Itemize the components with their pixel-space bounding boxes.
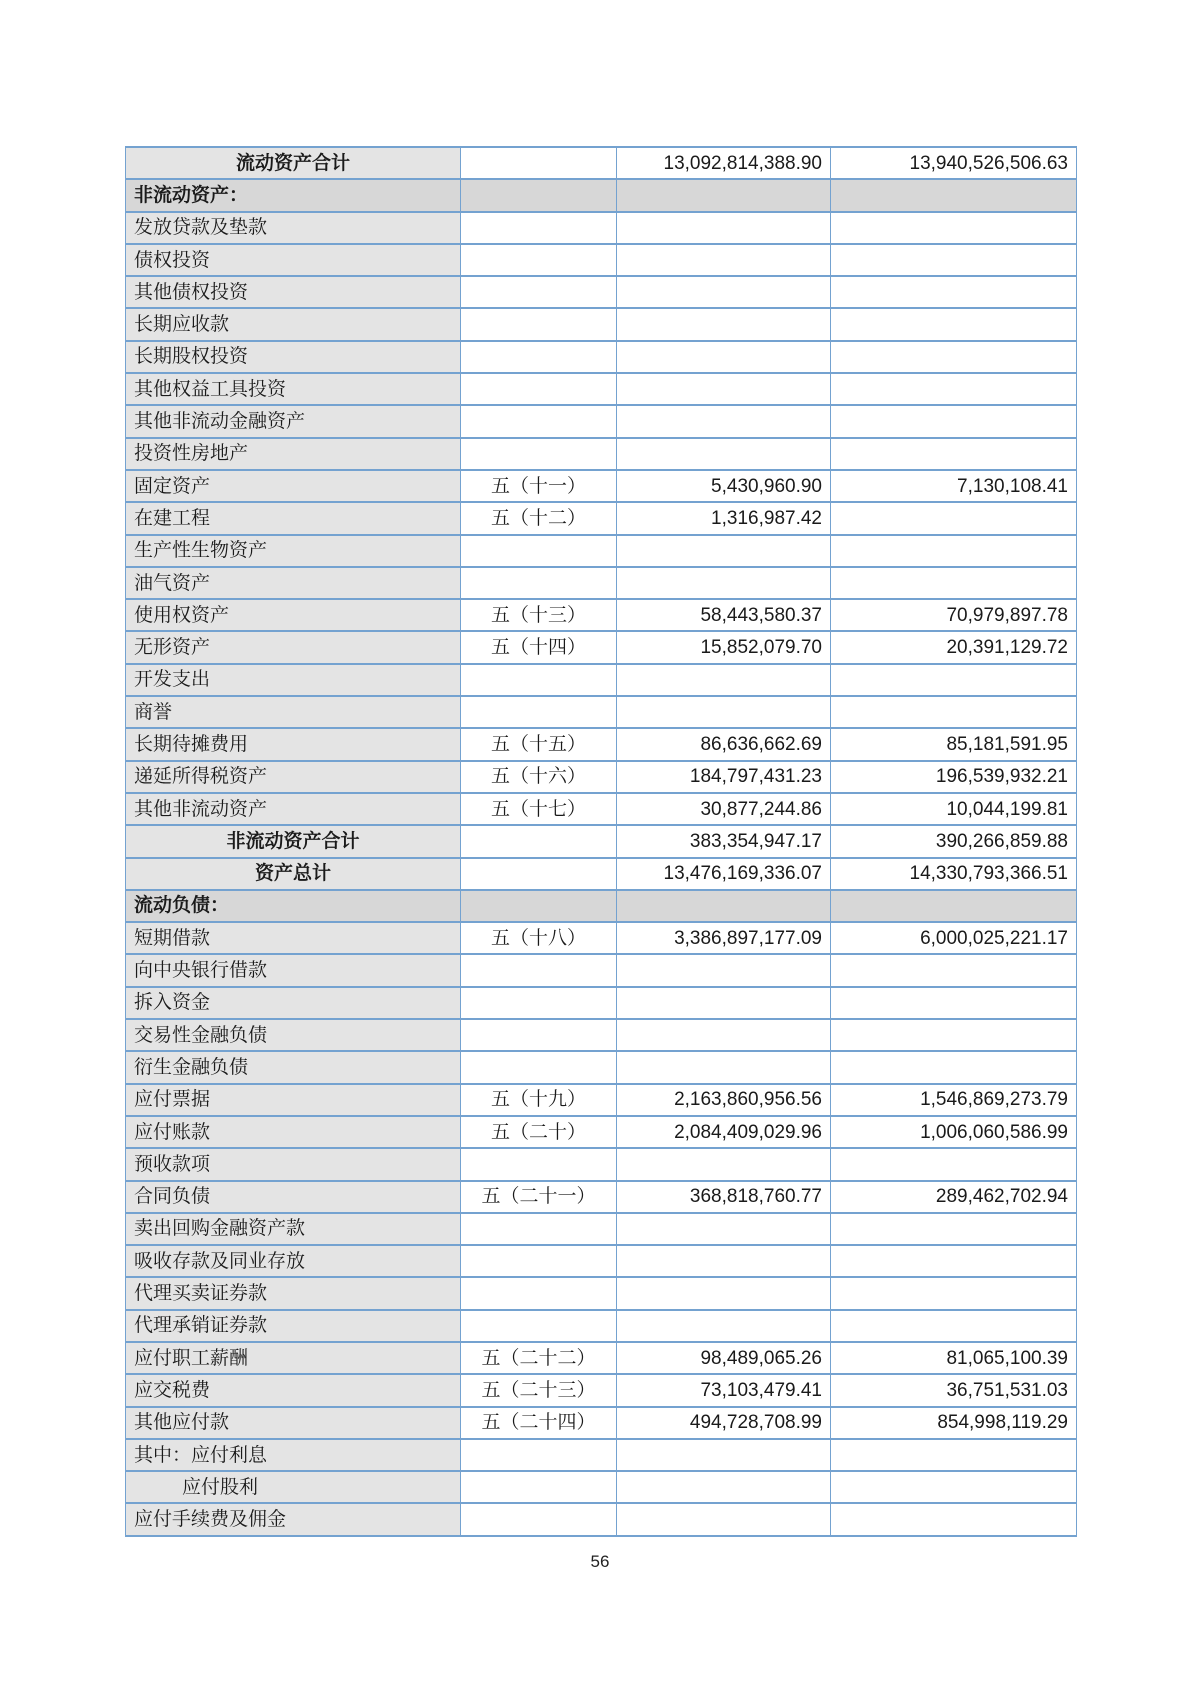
closing-balance-cell: 13,476,169,336.07 [617, 858, 831, 890]
table-row [126, 1310, 1077, 1342]
opening-balance-cell: 390,266,859.88 [831, 825, 1077, 857]
table-row [126, 502, 1077, 534]
opening-balance-cell: 6,000,025,221.17 [831, 922, 1077, 954]
closing-balance-cell [617, 212, 831, 244]
note-ref-cell [461, 987, 617, 1019]
opening-balance-cell [831, 1471, 1077, 1503]
note-ref-cell: 五（二十二） [461, 1342, 617, 1374]
note-ref-cell: 五（二十一） [461, 1181, 617, 1213]
closing-balance-cell [617, 567, 831, 599]
closing-balance-cell: 1,316,987.42 [617, 502, 831, 534]
item-label-cell: 代理买卖证券款 [126, 1277, 461, 1309]
item-label-cell: 应付票据 [126, 1084, 461, 1116]
item-label-cell: 非流动资产合计 [126, 825, 461, 857]
note-ref-cell [461, 954, 617, 986]
closing-balance-cell: 73,103,479.41 [617, 1374, 831, 1406]
opening-balance-cell: 7,130,108.41 [831, 470, 1077, 502]
closing-balance-cell: 2,163,860,956.56 [617, 1084, 831, 1116]
item-label-cell: 债权投资 [126, 244, 461, 276]
opening-balance-cell [831, 438, 1077, 470]
note-ref-cell: 五（十五） [461, 728, 617, 760]
closing-balance-cell: 2,084,409,029.96 [617, 1116, 831, 1148]
table-row [126, 147, 1077, 179]
item-label-cell: 应付手续费及佣金 [126, 1503, 461, 1535]
note-ref-cell [461, 664, 617, 696]
closing-balance-cell [617, 1310, 831, 1342]
item-label-cell: 卖出回购金融资产款 [126, 1213, 461, 1245]
closing-balance-cell: 184,797,431.23 [617, 761, 831, 793]
closing-balance-cell: 86,636,662.69 [617, 728, 831, 760]
item-label-cell: 其他非流动资产 [126, 793, 461, 825]
note-ref-cell [461, 1213, 617, 1245]
opening-balance-cell [831, 696, 1077, 728]
closing-balance-cell [617, 179, 831, 211]
item-label-cell: 长期应收款 [126, 308, 461, 340]
opening-balance-cell [831, 1213, 1077, 1245]
item-label-cell: 资产总计 [126, 858, 461, 890]
item-label-cell: 应付职工薪酬 [126, 1342, 461, 1374]
item-label-cell: 使用权资产 [126, 599, 461, 631]
balance-sheet-rows [126, 147, 1077, 1536]
table-row [126, 470, 1077, 502]
opening-balance-cell [831, 276, 1077, 308]
note-ref-cell [461, 1471, 617, 1503]
item-label-cell: 预收款项 [126, 1148, 461, 1180]
closing-balance-cell [617, 244, 831, 276]
closing-balance-cell [617, 954, 831, 986]
item-label-cell: 向中央银行借款 [126, 954, 461, 986]
opening-balance-cell: 13,940,526,506.63 [831, 147, 1077, 179]
opening-balance-cell [831, 179, 1077, 211]
note-ref-cell: 五（十六） [461, 761, 617, 793]
note-ref-cell [461, 212, 617, 244]
item-label-cell: 在建工程 [126, 502, 461, 534]
table-row [126, 1019, 1077, 1051]
table-row [126, 373, 1077, 405]
note-ref-cell: 五（十九） [461, 1084, 617, 1116]
closing-balance-cell [617, 890, 831, 922]
item-label-cell: 固定资产 [126, 470, 461, 502]
item-label-cell: 代理承销证券款 [126, 1310, 461, 1342]
opening-balance-cell [831, 567, 1077, 599]
opening-balance-cell: 14,330,793,366.51 [831, 858, 1077, 890]
opening-balance-cell [831, 1051, 1077, 1083]
note-ref-cell [461, 535, 617, 567]
closing-balance-cell [617, 1051, 831, 1083]
page-number: 56 [590, 1552, 610, 1571]
note-ref-cell [461, 276, 617, 308]
table-row [126, 1277, 1077, 1309]
table-row [126, 1503, 1077, 1535]
note-ref-cell [461, 1439, 617, 1471]
item-label-cell: 其他权益工具投资 [126, 373, 461, 405]
closing-balance-cell [617, 438, 831, 470]
opening-balance-cell: 1,006,060,586.99 [831, 1116, 1077, 1148]
opening-balance-cell: 70,979,897.78 [831, 599, 1077, 631]
closing-balance-cell: 5,430,960.90 [617, 470, 831, 502]
item-label-cell: 商誉 [126, 696, 461, 728]
opening-balance-cell [831, 1245, 1077, 1277]
note-ref-cell [461, 1051, 617, 1083]
closing-balance-cell: 383,354,947.17 [617, 825, 831, 857]
closing-balance-cell: 368,818,760.77 [617, 1181, 831, 1213]
closing-balance-cell [617, 1213, 831, 1245]
item-label-cell: 应交税费 [126, 1374, 461, 1406]
item-label-cell: 流动负债： [126, 890, 461, 922]
opening-balance-cell: 196,539,932.21 [831, 761, 1077, 793]
closing-balance-cell [617, 373, 831, 405]
table-row [126, 1051, 1077, 1083]
closing-balance-cell [617, 1277, 831, 1309]
item-label-cell: 递延所得税资产 [126, 761, 461, 793]
closing-balance-cell: 30,877,244.86 [617, 793, 831, 825]
table-row [126, 954, 1077, 986]
closing-balance-cell [617, 1019, 831, 1051]
table-row [126, 728, 1077, 760]
note-ref-cell: 五（十八） [461, 922, 617, 954]
item-label-cell: 流动资产合计 [126, 147, 461, 179]
item-label-cell: 投资性房地产 [126, 438, 461, 470]
closing-balance-cell: 494,728,708.99 [617, 1407, 831, 1439]
note-ref-cell [461, 1245, 617, 1277]
table-row [126, 825, 1077, 857]
note-ref-cell [461, 1310, 617, 1342]
item-label-cell: 吸收存款及同业存放 [126, 1245, 461, 1277]
opening-balance-cell [831, 1503, 1077, 1535]
note-ref-cell: 五（二十三） [461, 1374, 617, 1406]
table-row [126, 1213, 1077, 1245]
table-row [126, 1148, 1077, 1180]
note-ref-cell: 五（十二） [461, 502, 617, 534]
opening-balance-cell [831, 308, 1077, 340]
opening-balance-cell [831, 535, 1077, 567]
table-row [126, 405, 1077, 437]
closing-balance-cell [617, 1148, 831, 1180]
closing-balance-cell: 15,852,079.70 [617, 631, 831, 663]
table-row [126, 696, 1077, 728]
item-label-cell: 其他非流动金融资产 [126, 405, 461, 437]
item-label-cell: 应付股利 [126, 1471, 461, 1503]
item-label-cell: 开发支出 [126, 664, 461, 696]
item-label-cell: 合同负债 [126, 1181, 461, 1213]
closing-balance-cell [617, 1245, 831, 1277]
note-ref-cell [461, 696, 617, 728]
closing-balance-cell: 13,092,814,388.90 [617, 147, 831, 179]
opening-balance-cell [831, 212, 1077, 244]
opening-balance-cell: 36,751,531.03 [831, 1374, 1077, 1406]
table-row [126, 890, 1077, 922]
opening-balance-cell: 20,391,129.72 [831, 631, 1077, 663]
item-label-cell: 油气资产 [126, 567, 461, 599]
item-label-cell: 长期股权投资 [126, 341, 461, 373]
note-ref-cell [461, 858, 617, 890]
item-label-cell: 拆入资金 [126, 987, 461, 1019]
table-row [126, 987, 1077, 1019]
opening-balance-cell: 85,181,591.95 [831, 728, 1077, 760]
note-ref-cell [461, 1148, 617, 1180]
note-ref-cell [461, 405, 617, 437]
table-row [126, 761, 1077, 793]
note-ref-cell: 五（十七） [461, 793, 617, 825]
table-row [126, 1374, 1077, 1406]
item-label-cell: 生产性生物资产 [126, 535, 461, 567]
note-ref-cell: 五（二十四） [461, 1407, 617, 1439]
closing-balance-cell [617, 664, 831, 696]
note-ref-cell: 五（十四） [461, 631, 617, 663]
item-label-cell: 应付账款 [126, 1116, 461, 1148]
closing-balance-cell [617, 535, 831, 567]
item-label-cell: 交易性金融负债 [126, 1019, 461, 1051]
closing-balance-cell [617, 987, 831, 1019]
opening-balance-cell: 854,998,119.29 [831, 1407, 1077, 1439]
table-row [126, 1407, 1077, 1439]
note-ref-cell [461, 308, 617, 340]
opening-balance-cell [831, 987, 1077, 1019]
closing-balance-cell: 3,386,897,177.09 [617, 922, 831, 954]
table-row [126, 179, 1077, 211]
opening-balance-cell: 10,044,199.81 [831, 793, 1077, 825]
note-ref-cell [461, 890, 617, 922]
closing-balance-cell [617, 308, 831, 340]
closing-balance-cell [617, 341, 831, 373]
note-ref-cell: 五（十一） [461, 470, 617, 502]
opening-balance-cell [831, 1019, 1077, 1051]
note-ref-cell [461, 438, 617, 470]
note-ref-cell [461, 341, 617, 373]
table-row [126, 858, 1077, 890]
table-row [126, 1471, 1077, 1503]
opening-balance-cell: 81,065,100.39 [831, 1342, 1077, 1374]
item-label-cell: 无形资产 [126, 631, 461, 663]
note-ref-cell [461, 1019, 617, 1051]
opening-balance-cell [831, 1439, 1077, 1471]
closing-balance-cell [617, 1503, 831, 1535]
table-row [126, 244, 1077, 276]
table-row [126, 1439, 1077, 1471]
closing-balance-cell [617, 1439, 831, 1471]
note-ref-cell [461, 1503, 617, 1535]
note-ref-cell [461, 567, 617, 599]
note-ref-cell [461, 373, 617, 405]
note-ref-cell [461, 179, 617, 211]
opening-balance-cell [831, 664, 1077, 696]
opening-balance-cell [831, 1310, 1077, 1342]
item-label-cell: 发放贷款及垫款 [126, 212, 461, 244]
item-label-cell: 非流动资产： [126, 179, 461, 211]
note-ref-cell [461, 147, 617, 179]
opening-balance-cell [831, 954, 1077, 986]
table-row [126, 1084, 1077, 1116]
table-row [126, 599, 1077, 631]
opening-balance-cell [831, 341, 1077, 373]
closing-balance-cell [617, 276, 831, 308]
closing-balance-cell: 98,489,065.26 [617, 1342, 831, 1374]
opening-balance-cell [831, 890, 1077, 922]
table-row [126, 535, 1077, 567]
table-row [126, 1342, 1077, 1374]
note-ref-cell [461, 244, 617, 276]
closing-balance-cell [617, 1471, 831, 1503]
table-row [126, 341, 1077, 373]
table-row [126, 308, 1077, 340]
closing-balance-cell [617, 405, 831, 437]
opening-balance-cell [831, 1277, 1077, 1309]
table-row [126, 664, 1077, 696]
item-label-cell: 其他债权投资 [126, 276, 461, 308]
item-label-cell: 其他应付款 [126, 1407, 461, 1439]
balance-sheet-table [125, 146, 1077, 1537]
opening-balance-cell [831, 244, 1077, 276]
opening-balance-cell [831, 405, 1077, 437]
closing-balance-cell: 58,443,580.37 [617, 599, 831, 631]
table-row [126, 438, 1077, 470]
note-ref-cell [461, 825, 617, 857]
item-label-cell: 其中：应付利息 [126, 1439, 461, 1471]
table-row [126, 1116, 1077, 1148]
note-ref-cell: 五（十三） [461, 599, 617, 631]
opening-balance-cell: 1,546,869,273.79 [831, 1084, 1077, 1116]
table-row [126, 1181, 1077, 1213]
table-row [126, 1245, 1077, 1277]
table-row [126, 212, 1077, 244]
closing-balance-cell [617, 696, 831, 728]
note-ref-cell: 五（二十） [461, 1116, 617, 1148]
item-label-cell: 衍生金融负债 [126, 1051, 461, 1083]
opening-balance-cell: 289,462,702.94 [831, 1181, 1077, 1213]
opening-balance-cell [831, 373, 1077, 405]
table-row [126, 631, 1077, 663]
table-row [126, 567, 1077, 599]
opening-balance-cell [831, 1148, 1077, 1180]
table-row [126, 276, 1077, 308]
table-row [126, 793, 1077, 825]
item-label-cell: 长期待摊费用 [126, 728, 461, 760]
note-ref-cell [461, 1277, 617, 1309]
item-label-cell: 短期借款 [126, 922, 461, 954]
table-row [126, 922, 1077, 954]
opening-balance-cell [831, 502, 1077, 534]
